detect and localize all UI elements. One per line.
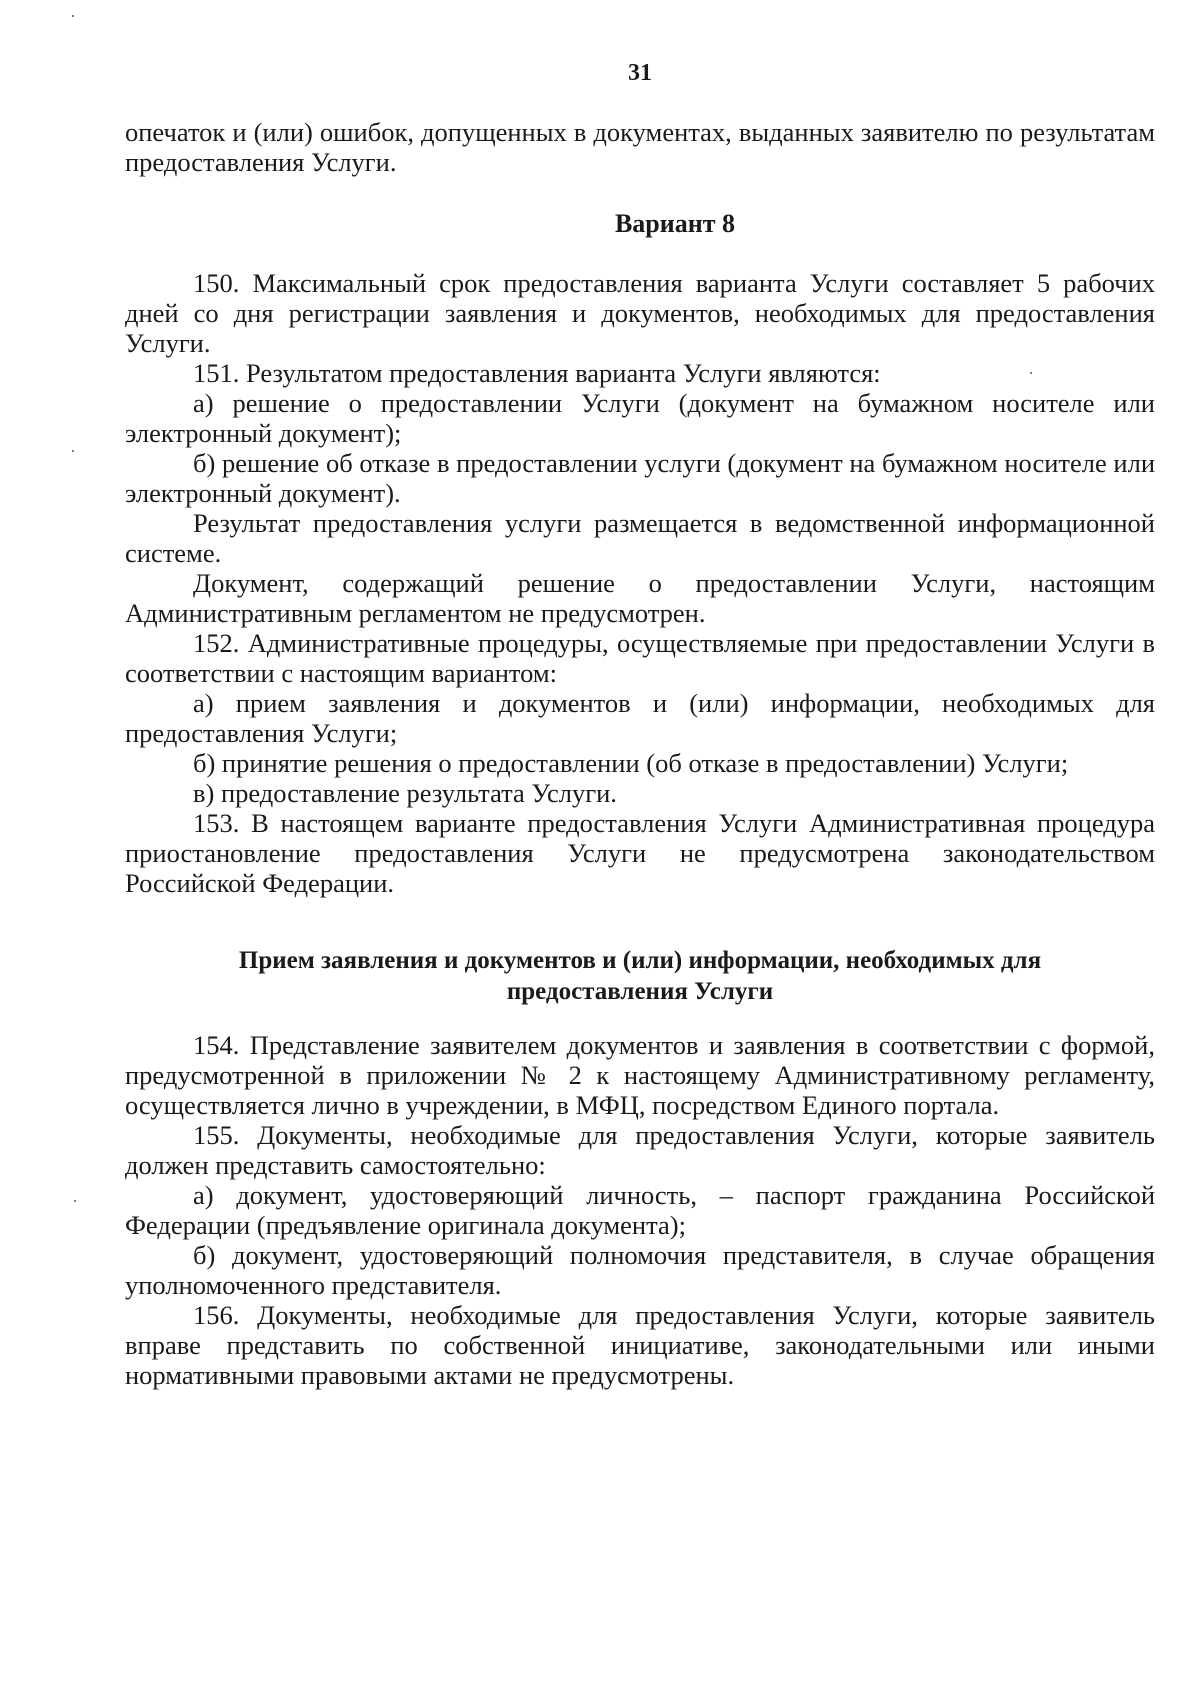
section-heading-line1: Прием заявления и документов и (или) информации, необходимых для — [238, 947, 1042, 974]
paragraph-152c: в) предоставление результата Услуги. — [193, 778, 617, 808]
intro-block — [125, 117, 1155, 177]
paragraph-152: 152. Административные процедуры, осуществляемые при предоставлении Услуги в соответствии с настоящим вариантом: — [125, 628, 1155, 688]
page-number: 31 — [628, 60, 652, 86]
paragraph-152b: б) принятие решения о предоставлении (об отказе в предоставлении) Услуги; — [193, 748, 1069, 778]
paragraph-153: 153. В настоящем варианте предоставления Услуги Административная процедура приостановление предоставления Услуги не предусмотрена законодательством Российской Федерации. — [125, 808, 1155, 898]
paragraph-result: Результат предоставления услуги размещается в ведомственной информационной системе. — [125, 508, 1155, 568]
paragraph-155a: а) документ, удостоверяющий личность, – паспорт гражданина Российской Федерации (предъявление оригинала документа); — [125, 1180, 1155, 1240]
section-heading-block — [115, 945, 1165, 1007]
scan-speck — [72, 450, 74, 452]
paragraph-156: 156. Документы, необходимые для предоставления Услуги, которые заявитель вправе представить по собственной инициативе, законодательными или иными нормативными правовыми актами не предусмотрены. — [125, 1300, 1155, 1390]
section-block — [125, 1030, 1155, 1390]
paragraph-document: Документ, содержащий решение о предоставлении Услуги, настоящим Административным регламентом не предусмотрен. — [125, 568, 1155, 628]
scan-speck — [72, 15, 74, 17]
paragraph-152a: а) прием заявления и документов и (или) информации, необходимых для предоставления Услуги; — [125, 688, 1155, 748]
paragraph-151: 151. Результатом предоставления варианта Услуги являются: — [193, 358, 881, 388]
scan-speck — [1030, 372, 1032, 374]
variant-block — [125, 268, 1155, 898]
paragraph-150: 150. Максимальный срок предоставления варианта Услуги составляет 5 рабочих дней со дня регистрации заявления и документов, необходимых для предоставления Услуги. — [125, 268, 1155, 358]
paragraph-151b: б) решение об отказе в предоставлении услуги (документ на бумажном носителе или электронный документ). — [125, 448, 1155, 508]
document-page — [125, 0, 1155, 1697]
intro-paragraph: опечаток и (или) ошибок, допущенных в документах, выданных заявителю по результатам предоставления Услуги. — [125, 117, 1155, 177]
variant-heading-block — [125, 208, 1155, 239]
paragraph-155: 155. Документы, необходимые для предоставления Услуги, которые заявитель должен представить самостоятельно: — [125, 1120, 1155, 1180]
paragraph-154: 154. Представление заявителем документов и заявления в соответствии с формой, предусмотренной в приложении № 2 к настоящему Административному регламенту, осуществляется лично в учреждении, в МФЦ, посредством Единого портала. — [125, 1030, 1155, 1120]
paragraph-151a: а) решение о предоставлении Услуги (документ на бумажном носителе или электронный документ); — [125, 388, 1155, 448]
section-heading-line2: предоставления Услуги — [506, 978, 774, 1005]
paragraph-155b: б) документ, удостоверяющий полномочия представителя, в случае обращения уполномоченного представителя. — [125, 1240, 1155, 1300]
scan-speck — [74, 1200, 76, 1202]
variant-heading: Вариант 8 — [614, 209, 736, 238]
